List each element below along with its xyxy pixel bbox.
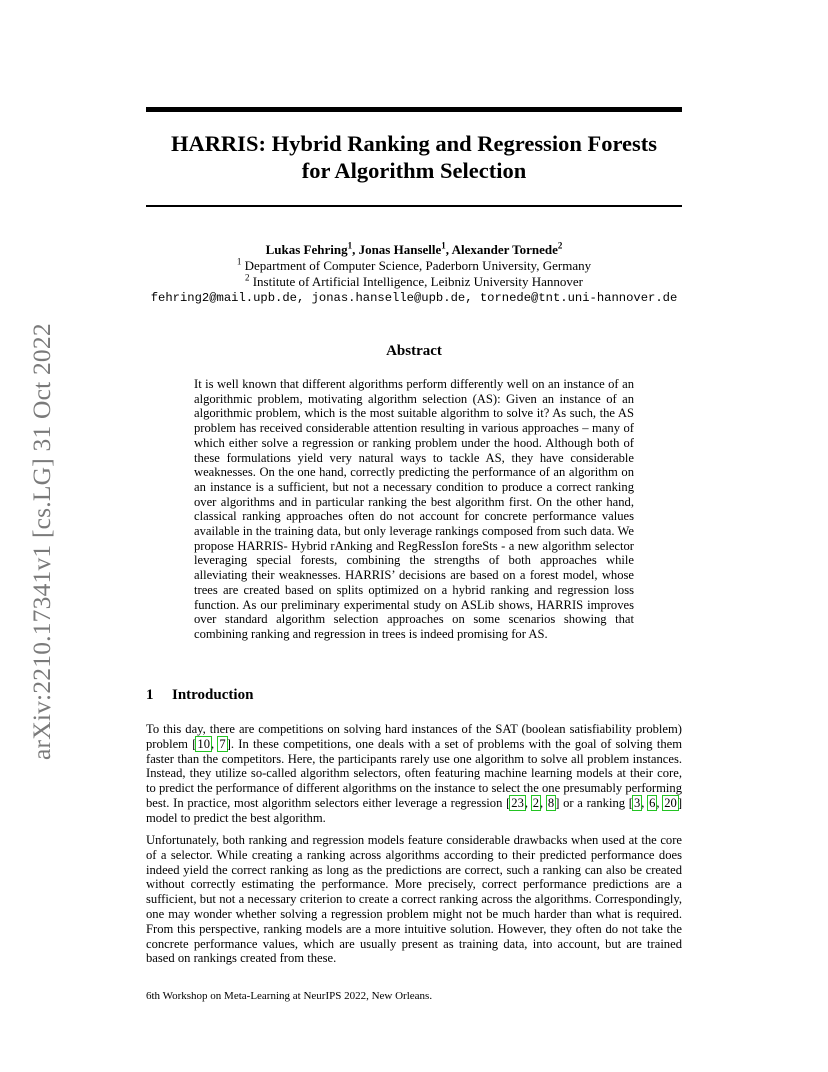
author-2: Jonas Hanselle [358, 242, 442, 257]
intro-paragraph-1 [146, 722, 682, 826]
section-heading-introduction [146, 686, 682, 704]
section-number: 1 [146, 687, 154, 703]
section-title: Introduction [172, 687, 254, 703]
citation-link[interactable]: 8 [547, 795, 555, 810]
citation-link[interactable]: 20 [664, 795, 677, 810]
affiliation-1-text: Department of Computer Science, Paderborn University, Germany [244, 258, 592, 273]
intro-paragraph-2: Unfortunately, both ranking and regression models feature considerable drawbacks when used at the core of a selector. While creating a ranking across algorithms according to their predicted performance does indeed yield the correct ranking as long as the predictions are correct, such a ranking can also be created without correctly estimating the performance. More precisely, correct performance predictions are a sufficient, but not a necessary criterion to create a correct ranking across the algorithms. Correspondingly, one may wonder whether solving a regression problem might not be much harder than what is required. From this perspective, ranking models are a more intuitive solution. However, they often do not take the concrete performance values, which are usually present as training data, into account, but are trained based on rankings created from these. [146, 833, 682, 966]
abstract-heading: Abstract [386, 343, 442, 359]
citation-link[interactable]: 2 [532, 795, 540, 810]
citation-link[interactable]: 6 [649, 795, 656, 810]
author-names: Lukas Fehring$^1$, Jonas Hanselle$^1$, Alexander Tornede$^2$ [265, 240, 563, 257]
citation-separator: , [641, 795, 649, 810]
abstract-text: It is well known that different algorithms perform differently well on an instance of an algorithmic problem, motivating algorithm selection (AS): Given an instance of an algorithmic problem, which is the most suitable algorithm to solve it? As such, the AS problem has received considerable attention resulting in various approaches – many of which either solve a regression or ranking problem under the hood. Although both of these formulations yield very natural ways to tackle AS, they have considerable weaknesses. On the one hand, correctly predicting the performance of an algorithm on an instance is a sufficient, but not a necessary condition to produce a correct ranking over algorithms and in particular ranking the best algorithm first. On the other hand, classical ranking approaches often do not account for concrete performance values available in the training data, but only leverage rankings composed from such data. We propose HARRIS- Hybrid rAnking and RegRessIon foreSts - a new algorithm selector leveraging special forests, combining the strengths of both approaches while alleviating their weaknesses. HARRIS’ decisions are based on a forest model, whose trees are created based on splits optimized on a hybrid ranking and regression loss function. As our preliminary experimental study on ASLib shows, HARRIS improves over standard algorithm selection approaches on some scenarios showing that combining ranking and regression in trees is indeed promising for AS. [194, 377, 634, 641]
author-3-affil: 2 [557, 240, 563, 251]
title-line-2: for Algorithm Selection [301, 158, 527, 183]
author-block [120, 242, 708, 306]
author-emails[interactable]: fehring2@mail.upb.de, jonas.hanselle@upb.de, tornede@tnt.uni-hannover.de [150, 291, 678, 305]
text-run: ] or a ranking [ [555, 795, 633, 810]
citation-link[interactable]: 10 [197, 736, 210, 751]
author-3: Alexander Tornede [451, 242, 558, 257]
citation-separator: , [656, 795, 664, 810]
affiliation-2 [120, 274, 708, 290]
venue-footnote: 6th Workshop on Meta-Learning at NeurIPS 2022, New Orleans. [146, 990, 433, 1002]
citation-link[interactable]: 7 [219, 736, 226, 751]
text-run: ]. In these competitions, one deals with a set of problems with the goal of solving them faster than the competitors. Here, the participants rarely use one algorithm to solve all problem instances. Instead, they utilize so-called algorithm selectors, often featuring machine learning models at their core, to predict the performance of different algorithms on the instance to select the one presumably performing best. In practice, most algorithm selectors either leverage a regression [ [146, 736, 683, 810]
citation-link[interactable]: 23 [511, 795, 524, 810]
text-run: ] model to predict the best algorithm. [146, 795, 683, 825]
author-1-affil: 1 [347, 240, 353, 251]
title-bottom-rule [146, 205, 682, 207]
arxiv-identifier: arXiv:2210.17341v1 [cs.LG] 31 Oct 2022 [27, 323, 56, 760]
citation-link[interactable]: 3 [633, 795, 641, 810]
affiliation-1 [120, 258, 708, 274]
affiliation-2-text: Institute of Artificial Intelligence, Leibniz University Hannover [252, 274, 584, 289]
affiliation-1-marker: 1 [236, 256, 242, 267]
title-line-1: HARRIS: Hybrid Ranking and Regression Forests [170, 131, 658, 156]
citation-separator: , [524, 795, 532, 810]
author-2-affil: 1 [441, 240, 446, 251]
citation-separator: , [211, 736, 219, 751]
affiliation-2-marker: 2 [244, 272, 250, 283]
title-top-rule [146, 107, 682, 112]
citation-separator: , [540, 795, 547, 810]
paper-title [146, 130, 682, 184]
author-1: Lukas Fehring [265, 242, 348, 257]
text-run: To this day, there are competitions on solving hard instances of the SAT (boolean satisfiability problem) problem [ [146, 722, 682, 751]
